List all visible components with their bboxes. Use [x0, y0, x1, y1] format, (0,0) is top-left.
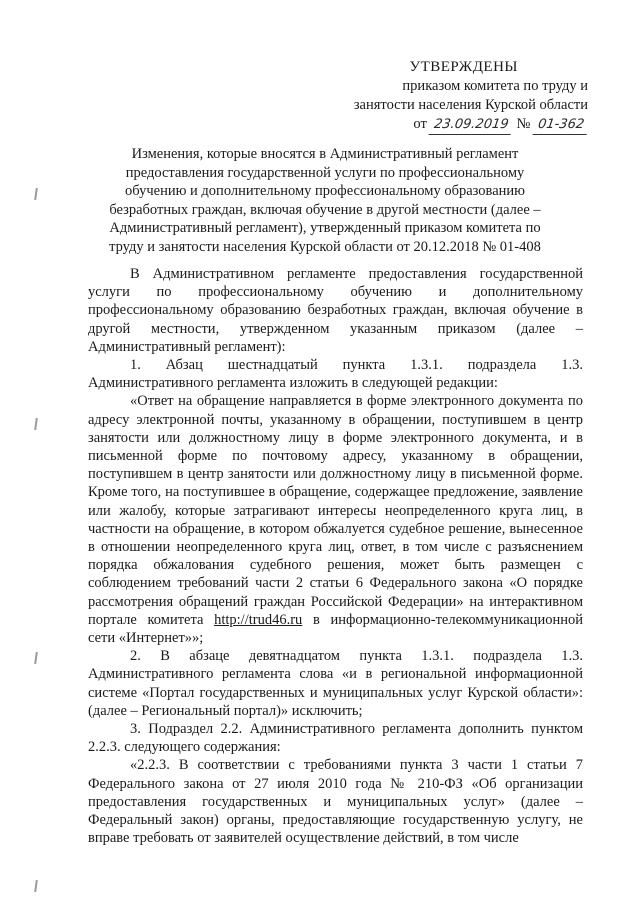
- approval-authority-line: занятости населения Курской области: [353, 97, 588, 113]
- item-2-paragraph: 2. В абзаце девятнадцатом пункта 1.3.1. подраздела 1.3. Административного регламента слова «и в региональной информационной системе «Портал государственных и муниципальных услуг Курской области»: (далее – Региональный портал)» исключить;: [88, 648, 583, 719]
- date-prefix: от: [413, 116, 427, 132]
- item-3-paragraph: 3. Подраздел 2.2. Административного регламента дополнить пунктом 2.2.3. следующего содержания:: [88, 721, 583, 756]
- trud46-link[interactable]: http://trud46.ru: [214, 611, 303, 628]
- number-prefix: №: [516, 116, 531, 132]
- margin-mark: [34, 652, 38, 664]
- margin-mark: [34, 188, 38, 200]
- quote-1-text-start: «Ответ на обращение направляется в форме электронного документа по адресу электронной почты, указанному в обращении, поступившем в центр занятости или должностному лицу в форме электронного документа, и в письменной форме по почтовому адресу, указанному в обращении, поступившем в центр занятости или должностному лицу в письменной форме. Кроме того, на поступившее в обращение, содержащее предложение, заявление или жалобу, которые затрагивают интересы неопределенного круга лиц, в частности на обращение, в котором обжалуется судебное решение, вынесенное в отношении неопределенного круга лиц, ответ, в том числе с разъяснением порядка обжалования судебного решения, может быть размещен с соблюдением требований части 2 статьи 6 Федерального закона «О порядке рассмотрения обращений граждан Российской Федерации» на интерактивном портале комитета: [88, 393, 583, 628]
- handwritten-number: 01-362: [533, 115, 590, 135]
- approval-order-line: приказом комитета по труду и: [402, 78, 588, 94]
- quote-2-paragraph: «2.2.3. В соответствии с требованиями пункта 3 части 1 статьи 7 Федерального закона от 27 июля 2010 года № 210-ФЗ «Об организации предоставления государственных и муниципальных услуг» (далее – Федеральный закон) органы, предоставляющие государственную услугу, не вправе требовать от заявителей осуществление действий, в том числе: [88, 757, 583, 847]
- document-heading: Изменения, которые вносятся в Административный регламент предоставления государственной услуги по профессиональному обучению и дополнительному профессиональному образованию безработных граждан, включая обучение в другой местности (далее – Административный регламент), утвержденный приказом комитета по труду и занятости населения Курской области от 20.12.2018 № 01-408: [109, 146, 541, 255]
- approval-title: УТВЕРЖДЕНЫ: [409, 59, 518, 75]
- margin-mark: [34, 418, 38, 430]
- quote-1-paragraph: [88, 392, 583, 647]
- document-body: [88, 265, 583, 848]
- approval-date-line: [318, 115, 588, 135]
- approval-stamp: [318, 58, 588, 135]
- quote-1-text-end: в информационно-телекоммуникационной сети «Интернет»»;: [88, 611, 583, 647]
- item-1-paragraph: 1. Абзац шестнадцатый пункта 1.3.1. подраздела 1.3. Административного регламента изложить в следующей редакции:: [88, 357, 583, 392]
- handwritten-date: 23.09.2019: [429, 115, 514, 135]
- margin-mark: [34, 880, 38, 892]
- intro-paragraph: В Административном регламенте предоставления государственной услуги по профессиональному обучению и дополнительному профессиональному образованию безработных граждан, включая обучение в другой местности, утвержденном указанным приказом (далее – Административный регламент):: [88, 266, 583, 355]
